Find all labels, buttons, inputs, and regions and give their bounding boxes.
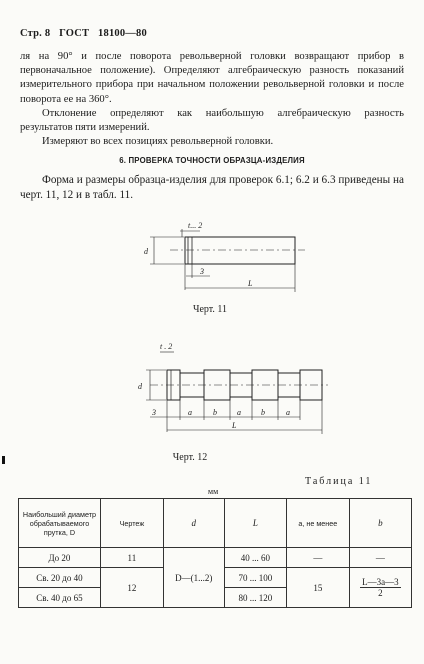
- header-cell: a, не менее: [286, 499, 349, 548]
- table-row: [19, 548, 412, 568]
- dimension-a-label: a: [188, 408, 192, 417]
- standard-label: ГОСТ: [59, 28, 90, 39]
- dimension-3-label: 3: [152, 408, 156, 417]
- dimension-b-label: b: [213, 408, 217, 417]
- formula-denominator: 2: [378, 588, 383, 598]
- header-cell: L: [224, 499, 286, 548]
- standard-number: 18100—80: [98, 28, 147, 39]
- d-cell: D—(1...2): [163, 548, 224, 608]
- figure-11-drawing: [120, 222, 310, 302]
- diameter-label: d: [144, 247, 148, 256]
- page-number: Стр. 8: [20, 28, 51, 39]
- rod-body: [185, 237, 295, 264]
- dimension-a-label: a: [237, 408, 241, 417]
- diameter-cell: Св. 20 до 40: [19, 568, 101, 588]
- figure-12-caption: Черт. 12: [172, 452, 208, 463]
- section-title: 6. ПРОВЕРКА ТОЧНОСТИ ОБРАЗЦА-ИЗДЕЛИЯ: [119, 156, 305, 165]
- figure-12-drawing: [120, 340, 330, 440]
- intro-paragraphs: [20, 50, 404, 149]
- dimension-3-label: 3: [200, 267, 204, 276]
- dimension-a-label: a: [286, 408, 290, 417]
- page-header: [20, 28, 153, 39]
- a-cell: —: [286, 548, 349, 568]
- a-cell: 15: [286, 568, 349, 608]
- table-caption: Таблица 11: [305, 476, 373, 487]
- drawing-cell: 12: [100, 568, 163, 608]
- header-cell: Чертеж: [100, 499, 163, 548]
- length-cell: 80 ... 120: [224, 588, 286, 608]
- drawing-cell: 11: [100, 548, 163, 568]
- diameter-cell: До 20: [19, 548, 101, 568]
- margin-mark: [2, 456, 5, 464]
- section-paragraph: [20, 173, 404, 203]
- b-cell: [349, 568, 411, 608]
- length-label: L: [232, 421, 237, 430]
- tolerance-label: t... 2: [188, 222, 203, 230]
- length-cell: 70 ... 100: [224, 568, 286, 588]
- tolerance-label: t . 2: [160, 342, 173, 351]
- header-cell: d: [163, 499, 224, 548]
- paragraph: Отклонение определяют как наибольшую алгебраическую разность результатов пяти измерений.: [20, 107, 404, 134]
- paragraph: ля на 90° и после поворота револьверной головки возвращают прибор в первоначальное положение). Определяют алгебраическую разность показаний измерительного прибора при начальном положении револьверной головки и после поворота ее на 360°.: [20, 51, 404, 105]
- header-cell: b: [349, 499, 411, 548]
- formula-numerator: L—3a—3: [362, 577, 399, 587]
- length-label: L: [248, 279, 253, 288]
- dimensions-table: [18, 498, 412, 608]
- table-header-row: [19, 499, 412, 548]
- diameter-cell: Св. 40 до 65: [19, 588, 101, 608]
- paragraph: Измеряют во всех позициях револьверной головки.: [42, 136, 274, 148]
- length-cell: 40 ... 60: [224, 548, 286, 568]
- diameter-label: d: [138, 382, 142, 391]
- header-cell: Наибольший диаметр обрабатываемого прутка, D: [19, 499, 101, 548]
- b-cell: —: [349, 548, 411, 568]
- figure-11-caption: Черт. 11: [192, 304, 228, 315]
- table-unit: мм: [208, 487, 219, 496]
- dimension-b-label: b: [261, 408, 265, 417]
- paragraph: Форма и размеры образца-изделия для проверок 6.1; 6.2 и 6.3 приведены на черт. 11, 12 и в табл. 11.: [20, 174, 404, 201]
